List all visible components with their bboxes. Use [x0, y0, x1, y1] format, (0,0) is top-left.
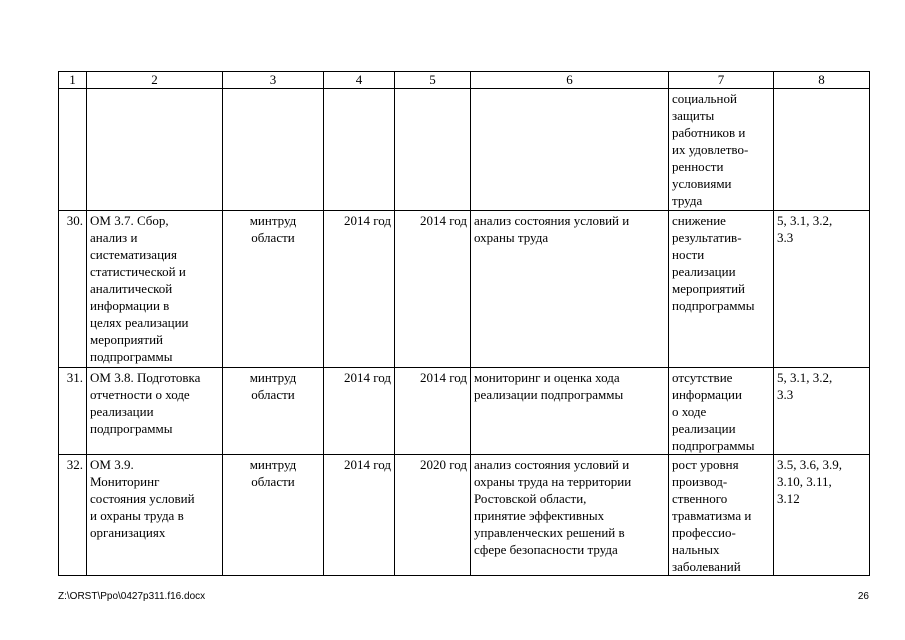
- row-number-cell: 30.: [59, 211, 87, 368]
- start-date-cell: 2014 год: [324, 455, 395, 576]
- program-measures-table: [58, 71, 870, 576]
- row-number-cell: 31.: [59, 368, 87, 455]
- column-number: 8: [774, 72, 870, 89]
- end-date-cell: 2014 год: [395, 368, 471, 455]
- start-date-cell: [324, 89, 395, 211]
- result-cell: снижение результатив- ности реализации мероприятий подпрограммы: [669, 211, 774, 368]
- executor-cell: минтруд области: [223, 211, 324, 368]
- end-date-cell: 2020 год: [395, 455, 471, 576]
- start-date-cell: 2014 год: [324, 211, 395, 368]
- end-date-cell: 2014 год: [395, 211, 471, 368]
- table-row: [59, 211, 870, 368]
- description-cell: [471, 89, 669, 211]
- result-cell: отсутствие информации о ходе реализации подпрограммы: [669, 368, 774, 455]
- description-cell: анализ состояния условий и охраны труда на территории Ростовской области, принятие эффективных управленческих решений в сфере безопасности труда: [471, 455, 669, 576]
- link-cell: 3.5, 3.6, 3.9, 3.10, 3.11, 3.12: [774, 455, 870, 576]
- column-number: 4: [324, 72, 395, 89]
- event-cell: ОМ 3.7. Сбор, анализ и систематизация статистической и аналитической информации в целях реализации мероприятий подпрограммы: [87, 211, 223, 368]
- executor-cell: минтруд области: [223, 368, 324, 455]
- event-cell: [87, 89, 223, 211]
- page-number: 26: [857, 591, 869, 602]
- start-date-cell: 2014 год: [324, 368, 395, 455]
- link-cell: 5, 3.1, 3.2, 3.3: [774, 368, 870, 455]
- column-number: 1: [59, 72, 87, 89]
- executor-cell: минтруд области: [223, 455, 324, 576]
- footer-file-path: Z:\ORST\Ppo\0427p311.f16.docx: [58, 591, 206, 602]
- result-cell: рост уровня производ- ственного травматизма и профессио- нальных заболеваний: [669, 455, 774, 576]
- row-number-cell: 32.: [59, 455, 87, 576]
- result-cell: социальной защиты работников и их удовлетво- ренности условиями труда: [669, 89, 774, 211]
- description-cell: мониторинг и оценка хода реализации подпрограммы: [471, 368, 669, 455]
- column-number: 5: [395, 72, 471, 89]
- column-number: 7: [669, 72, 774, 89]
- link-cell: 5, 3.1, 3.2, 3.3: [774, 211, 870, 368]
- table-row: [59, 368, 870, 455]
- table-row: [59, 455, 870, 576]
- column-number: 2: [87, 72, 223, 89]
- executor-cell: [223, 89, 324, 211]
- description-cell: анализ состояния условий и охраны труда: [471, 211, 669, 368]
- end-date-cell: [395, 89, 471, 211]
- link-cell: [774, 89, 870, 211]
- table-row: [59, 89, 870, 211]
- row-number-cell: [59, 89, 87, 211]
- column-number-row: [59, 72, 870, 89]
- event-cell: ОМ 3.8. Подготовка отчетности о ходе реализации подпрограммы: [87, 368, 223, 455]
- event-cell: ОМ 3.9. Мониторинг состояния условий и охраны труда в организациях: [87, 455, 223, 576]
- column-number: 3: [223, 72, 324, 89]
- column-number: 6: [471, 72, 669, 89]
